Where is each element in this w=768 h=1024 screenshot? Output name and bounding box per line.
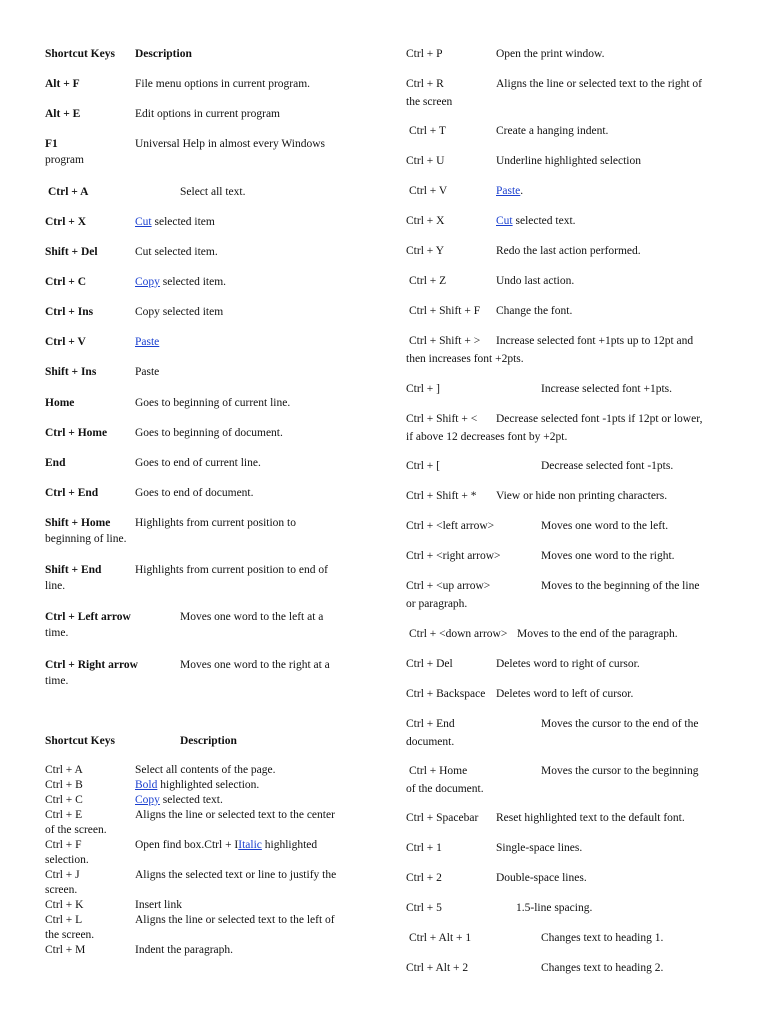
description-text: selected item — [151, 216, 215, 228]
description-text: selected text. — [512, 215, 576, 227]
shortcut-description: Moves the cursor to the beginning — [541, 765, 699, 777]
shortcut-description-continued: or paragraph. — [406, 598, 468, 610]
shortcut-description — [135, 274, 365, 290]
shortcut-description: Changes text to heading 2. — [541, 962, 664, 974]
shortcut-description-continued: of the screen. — [45, 824, 107, 836]
shortcut-key: Ctrl + A — [48, 186, 89, 198]
shortcut-key: Ctrl + <up arrow> — [406, 580, 491, 592]
header-description: Description — [135, 48, 192, 60]
shortcut-key: End — [45, 457, 66, 469]
paste-link[interactable]: Paste — [135, 336, 160, 348]
shortcut-key: Shift + Del — [45, 246, 98, 258]
shortcut-description: Moves to the beginning of the line — [541, 580, 700, 592]
shortcut-key: Ctrl + <down arrow> — [409, 628, 508, 640]
shortcut-key: Ctrl + V — [409, 185, 448, 197]
shortcut-key: Ctrl + Home — [45, 427, 108, 439]
shortcut-description: Deletes word to left of cursor. — [496, 688, 634, 700]
shortcut-description-continued: time. — [45, 627, 69, 639]
shortcut-description: Goes to beginning of document. — [135, 427, 283, 439]
shortcut-description: Moves one word to the right. — [541, 550, 675, 562]
shortcut-key: Ctrl + Shift + < — [406, 413, 478, 425]
shortcut-key: F1 — [45, 138, 58, 150]
shortcut-description: Double-space lines. — [496, 872, 587, 884]
shortcut-description: File menu options in current program. — [135, 78, 311, 90]
shortcut-key: Shift + Ins — [45, 366, 97, 378]
shortcut-description — [135, 793, 370, 808]
shortcut-description — [135, 214, 365, 230]
shortcut-description: Select all text. — [180, 186, 246, 198]
shortcut-description: Deletes word to right of cursor. — [496, 658, 640, 670]
shortcut-description: Increase selected font +1pts. — [541, 383, 673, 395]
shortcut-key: Ctrl + Z — [409, 275, 447, 287]
shortcut-key: Ctrl + C — [45, 276, 87, 288]
shortcut-description-continued: document. — [406, 736, 455, 748]
copy-link[interactable]: Copy — [135, 794, 160, 806]
cut-link[interactable]: Cut — [135, 216, 152, 228]
shortcut-description: Aligns the line or selected text to the center — [135, 809, 335, 821]
shortcut-description: Reset highlighted text to the default font. — [496, 812, 685, 824]
shortcut-description: Paste — [135, 366, 160, 378]
shortcut-key: Ctrl + X — [406, 215, 445, 227]
shortcut-key: Ctrl + Home — [409, 765, 468, 777]
shortcut-key: Ctrl + Del — [406, 658, 453, 670]
shortcut-key: Ctrl + P — [406, 48, 443, 60]
header-description: Description — [180, 735, 237, 747]
shortcut-description — [135, 778, 370, 793]
shortcut-key: Ctrl + C — [45, 794, 83, 806]
shortcut-key: Ctrl + <left arrow> — [406, 520, 495, 532]
shortcut-description: Goes to beginning of current line. — [135, 397, 291, 409]
shortcut-description-continued: program — [45, 154, 84, 166]
description-text: selected text. — [159, 794, 223, 806]
shortcut-key: Ctrl + Ins — [45, 306, 94, 318]
shortcut-key: Ctrl + F — [45, 839, 82, 851]
shortcut-key: Ctrl + R — [406, 78, 444, 90]
shortcut-description-continued: then increases font +2pts. — [406, 353, 524, 365]
shortcut-key: Ctrl + 5 — [406, 902, 442, 914]
shortcut-description: Open the print window. — [496, 48, 605, 60]
description-text: highlighted selection. — [157, 779, 260, 791]
italic-link[interactable]: Italic — [238, 839, 262, 851]
shortcut-description-continued: selection. — [45, 854, 89, 866]
shortcut-key: Ctrl + End — [45, 487, 99, 499]
shortcut-key: Alt + E — [45, 108, 81, 120]
shortcut-key: Ctrl + Shift + > — [409, 335, 481, 347]
shortcut-description-continued: screen. — [45, 884, 78, 896]
shortcut-description: View or hide non printing characters. — [496, 490, 668, 502]
shortcut-description — [496, 183, 523, 199]
shortcut-key: Ctrl + [ — [406, 460, 440, 472]
shortcut-key: Ctrl + L — [45, 914, 83, 926]
shortcut-description-continued: time. — [45, 675, 69, 687]
header-keys: Shortcut Keys — [45, 48, 115, 60]
shortcut-key: Ctrl + V — [45, 336, 86, 348]
shortcut-description: Moves one word to the left at a — [180, 611, 324, 623]
shortcut-key: Ctrl + Left arrow — [45, 611, 131, 623]
description-text: highlighted — [261, 839, 318, 851]
bold-link[interactable]: Bold — [135, 779, 158, 791]
shortcut-description-continued: line. — [45, 580, 66, 592]
shortcut-description — [496, 213, 576, 229]
shortcut-key: Ctrl + A — [45, 764, 83, 776]
shortcut-description — [135, 334, 365, 350]
shortcut-key: Ctrl + Alt + 2 — [406, 962, 469, 974]
shortcut-key: Ctrl + ] — [406, 383, 440, 395]
shortcut-key: Ctrl + Shift + * — [406, 490, 477, 502]
shortcut-key: Shift + End — [45, 564, 102, 576]
shortcut-description: 1.5-line spacing. — [516, 902, 593, 914]
shortcut-description: Decrease selected font -1pts if 12pt or lower, — [496, 413, 703, 425]
shortcut-key: Ctrl + Spacebar — [406, 812, 479, 824]
shortcut-description: Moves one word to the right at a — [180, 659, 330, 671]
shortcut-key: Ctrl + Backspace — [406, 688, 486, 700]
shortcut-description: Moves to the end of the paragraph. — [517, 628, 678, 640]
shortcut-description: Cut selected item. — [135, 246, 218, 258]
shortcut-description: Aligns the selected text or line to justify the — [135, 869, 337, 881]
shortcut-description: Moves the cursor to the end of the — [541, 718, 699, 730]
shortcut-key: Ctrl + B — [45, 779, 83, 791]
shortcut-description-continued: the screen. — [45, 929, 95, 941]
shortcut-description: Increase selected font +1pts up to 12pt and — [496, 335, 694, 347]
shortcut-description: Select all contents of the page. — [135, 764, 276, 776]
shortcut-description: Underline highlighted selection — [496, 155, 641, 167]
shortcut-description-continued: beginning of line. — [45, 533, 127, 545]
shortcut-description: Aligns the line or selected text to the left of — [135, 914, 335, 926]
description-text: selected item. — [159, 276, 227, 288]
shortcut-description: Highlights from current position to — [135, 517, 296, 529]
shortcut-description: Aligns the line or selected text to the right of — [496, 78, 702, 90]
shortcut-key: Ctrl + Right arrow — [45, 659, 138, 671]
shortcut-description: Highlights from current position to end of — [135, 564, 328, 576]
shortcut-description-continued: the screen — [406, 96, 453, 108]
shortcut-description: Universal Help in almost every Windows — [135, 138, 325, 150]
shortcut-key: Ctrl + M — [45, 944, 86, 956]
shortcut-description — [135, 838, 375, 853]
shortcut-description-continued: if above 12 decreases font by +2pt. — [406, 431, 568, 443]
shortcut-key: Ctrl + Shift + F — [409, 305, 481, 317]
shortcut-description: Goes to end of current line. — [135, 457, 261, 469]
shortcut-description: Copy selected item — [135, 306, 224, 318]
shortcut-description: Create a hanging indent. — [496, 125, 609, 137]
shortcut-description: Single-space lines. — [496, 842, 583, 854]
paste-link[interactable]: Paste — [496, 185, 521, 197]
shortcut-key: Alt + F — [45, 78, 80, 90]
shortcut-description: Undo last action. — [496, 275, 575, 287]
shortcut-key: Ctrl + Y — [406, 245, 445, 257]
description-text: . — [520, 185, 524, 197]
shortcut-key: Home — [45, 397, 75, 409]
shortcut-description-continued: of the document. — [406, 783, 484, 795]
shortcut-key: Shift + Home — [45, 517, 111, 529]
shortcut-key: Ctrl + X — [45, 216, 87, 228]
description-text: Open find box.Ctrl + I — [135, 839, 239, 851]
shortcut-key: Ctrl + J — [45, 869, 80, 881]
shortcut-key: Ctrl + K — [45, 899, 84, 911]
shortcut-description: Redo the last action performed. — [496, 245, 641, 257]
shortcut-key: Ctrl + Alt + 1 — [409, 932, 472, 944]
shortcut-description: Insert link — [135, 899, 182, 911]
shortcut-key: Ctrl + 2 — [406, 872, 442, 884]
shortcut-key: Ctrl + E — [45, 809, 83, 821]
shortcut-key: Ctrl + <right arrow> — [406, 550, 501, 562]
shortcut-description: Moves one word to the left. — [541, 520, 669, 532]
shortcut-description: Decrease selected font -1pts. — [541, 460, 674, 472]
cut-link[interactable]: Cut — [496, 215, 513, 227]
copy-link[interactable]: Copy — [135, 276, 160, 288]
shortcut-description: Changes text to heading 1. — [541, 932, 664, 944]
shortcut-key: Ctrl + T — [409, 125, 446, 137]
shortcut-key: Ctrl + 1 — [406, 842, 442, 854]
shortcut-description: Indent the paragraph. — [135, 944, 234, 956]
shortcut-description: Edit options in current program — [135, 108, 280, 120]
shortcut-description: Goes to end of document. — [135, 487, 254, 499]
header-keys: Shortcut Keys — [45, 735, 115, 747]
shortcut-key: Ctrl + End — [406, 718, 455, 730]
shortcut-key: Ctrl + U — [406, 155, 445, 167]
shortcut-description: Change the font. — [496, 305, 573, 317]
